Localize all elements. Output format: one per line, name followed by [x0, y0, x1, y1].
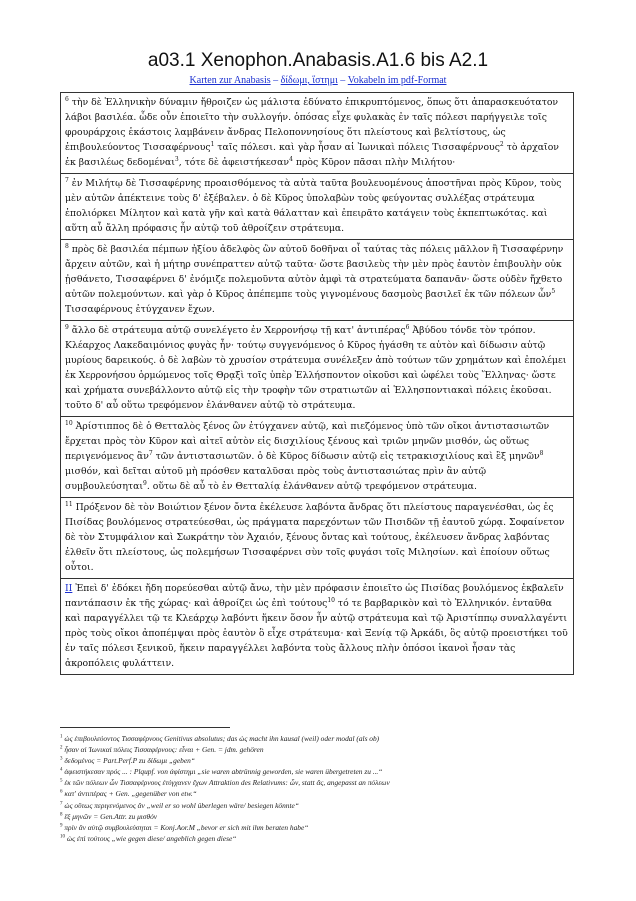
- section-8: [61, 240, 573, 321]
- footnote-ref[interactable]: 6: [405, 323, 410, 331]
- footnote-text: κατ' ἀντιπέρας + Gen. „gegenüber von etw.“: [64, 789, 197, 799]
- section-number: 7: [65, 176, 69, 184]
- footnote-text: ἓξ μηνῶν = Gen.Attr. zu μισθόν: [64, 811, 158, 821]
- footnote-ref[interactable]: 4: [289, 155, 293, 163]
- footnote: [60, 755, 580, 766]
- footnote-ref[interactable]: 1: [210, 140, 215, 148]
- greek-text: τὴν δὲ Ἑλληνικὴν δύναμιν ἤθροιζεν ὡς μάλιστα ἐδύνατο ἐπικρυπτόμενος, ὅπως ὅτι ἀπαρασκευότατον λάβοι βασιλέα. ὧδε οὖν ἐποιεῖτο τὴν συλλογήν. ὁπόσας εἶχε φυλακὰς ἐν ταῖς πόλεσι παρήγγειλε τοῖς φρουράρχοις ἑκάστοις λαμβάνειν ἄνδρας Πελοποννησίους ὅτι πλείστους καὶ βελτίστους, ὡς ἐπιβουλεύοντος Τισσαφέρνους: [65, 97, 559, 153]
- footnote-ref[interactable]: 7: [148, 449, 153, 457]
- footnote: [60, 822, 580, 833]
- footnote-ref[interactable]: 9: [143, 479, 147, 487]
- footnote-ref[interactable]: 10: [327, 596, 335, 604]
- greek-text: Πρόξενον δὲ τὸν Βοιώτιον ξένον ὄντα ἐκέλευσε λαβόντα ἄνδρας ὅτι πλείστους παραγενέσθαι, ὡς ἐς Πισίδας βουλόμενος στρατεύεσθαι, ὡς πράγματα παρεχόντων τῶν Πισιδῶν τῇ ἑαυτοῦ χώρᾳ. Σοφαίνετον δὲ τὸν Στυμφάλιον καὶ Σωκράτην τὸν Ἀχαιόν, ξένους ὄντας καὶ τούτους, ἐκέλευσεν ἄνδρας λαβόντας ἐλθεῖν ὅτι πλείστους, ὡς πολεμήσων Τισσαφέρνει σὺν τοῖς φυγάσι τοῖς Μιλησίων. καὶ ἐποίουν οὕτως οὗτοι.: [65, 502, 565, 573]
- footnote-ref[interactable]: 8: [539, 449, 544, 457]
- footnote-text: ὡς ἐπιβουλεύοντος Τισσαφέρνους Genitivus absolutus; das ὡς macht ihn kausal (weil) oder modal (als ob): [64, 734, 380, 743]
- greek-text: Τισσαφέρνους ἐτύγχανεν ἔχων.: [65, 304, 215, 315]
- footnote: [60, 800, 580, 811]
- section-7: [61, 174, 573, 240]
- footnote-number: 7: [60, 801, 63, 807]
- link-bar: [0, 75, 636, 86]
- section-2-1: [61, 579, 573, 674]
- greek-text: πρὸς δὲ βασιλέα πέμπων ἠξίου ἀδελφὸς ὢν αὐτοῦ δοθῆναι οἷ ταύτας τὰς πόλεις μᾶλλον ἢ Τισσαφέρνην ἄρχειν αὐτῶν, καὶ ἡ μήτηρ συνέπραττεν αὐτῷ ταῦτα· ὥστε βασιλεὺς τὴν μὲν πρὸς ἑαυτὸν ἐπιβουλὴν οὐκ ᾐσθάνετο, Τισσαφέρνει δ' ἐνόμιζε πολεμοῦντα αὐτὸν ἀμφὶ τὰ στρατεύματα δαπανᾶν· ὥστε οὐδὲν ἤχθετο αὐτῶν πολεμούντων. καὶ γὰρ ὁ Κῦρος ἀπέπεμπε τοὺς γιγνομένους δασμοὺς βασιλεῖ ἐκ τῶν πόλεων ὧν: [65, 244, 564, 300]
- footnote-number: 3: [60, 756, 63, 762]
- greek-text: . οὕτω δὲ αὖ τὸ ἐν Θετταλίᾳ ἐλάνθανεν αὐτῷ τρεφόμενον στράτευμα.: [146, 481, 477, 492]
- footnote-number: 1: [60, 734, 63, 740]
- footnote: [60, 788, 580, 799]
- section-number: 10: [65, 419, 73, 427]
- footnotes: [60, 733, 580, 844]
- footnote: [60, 811, 580, 822]
- greek-text: , τότε δὲ ἀφειστήκεσαν: [178, 157, 290, 168]
- greek-text: Ἀρίστιππος δὲ ὁ Θετταλὸς ξένος ὢν ἐτύγχανεν αὐτῷ, καὶ πιεζόμενος ὑπὸ τῶν οἴκοι ἀντιστασιωτῶν ἔρχεται πρὸς τὸν Κῦρον καὶ αἰτεῖ αὐτὸν εἰς δισχιλίους ξένους καὶ τριῶν μηνῶν μισθόν, ὡς οὕτως περιγενόμενος ἂν: [65, 421, 550, 462]
- section-number: 11: [65, 500, 73, 508]
- greek-text: Ἀβύδου τόνδε τὸν τρόπον. Κλέαρχος Λακεδαιμόνιος φυγὰς ἦν· τούτῳ συγγενόμενος ὁ Κῦρος ἠγάσθη τε αὐτὸν καὶ δίδωσιν αὐτῷ μυρίους δαρεικούς. ὁ δὲ λαβὼν τὸ χρυσίον στράτευμα συνέλεξεν ἀπὸ τούτων τῶν χρημάτων καὶ ἐπολέμει ἐκ Χερρονήσου ὁρμώμενος τοῖς Θρᾳξὶ τοῖς ὑπὲρ Ἑλλήσποντον οἰκοῦσι καὶ ὠφέλει τοὺς Ἕλληνας· ὥστε καὶ χρήματα συνεβάλλοντο αὐτῷ εἰς τὴν τροφὴν τῶν στρατιωτῶν αἱ Ἑλλησποντιακαὶ πόλεις ἑκοῦσαι. τοῦτο δ' αὖ οὕτω τρεφόμενον ἐλάνθανεν αὐτῷ τὸ στράτευμα.: [65, 325, 567, 411]
- page-title: a03.1 Xenophon.Anabasis.A1.6 bis A2.1: [147, 50, 489, 71]
- section-number: 8: [65, 242, 69, 250]
- greek-text: τό τε βαρβαρικὸν καὶ τὸ Ἑλληνικόν. ἐνταῦθα καὶ παραγγέλλει τῷ τε Κλεάρχῳ λαβόντι ἥκειν ὅσον ἦν αὐτῷ στράτευμα καὶ τῷ Ἀριστίππῳ συναλλαγέντι πρὸς τοὺς οἴκοι ἀποπέμψαι πρὸς ἑαυτὸν ὃ εἶχε στράτευμα· καὶ Ξενίᾳ τῷ Ἀρκάδι, ὃς αὐτῷ προειστήκει τοῦ ἐν ταῖς πόλεσι ξενικοῦ, ἥκειν παραγγέλλει λαβόντα τοὺς ἄλλους πλὴν ὁπόσοι ἱκανοὶ ἦσαν τὰς ἀκροπόλεις φυλάττειν.: [65, 598, 568, 669]
- separator: –: [273, 75, 279, 86]
- greek-text: μισθόν, καὶ δεῖται αὐτοῦ μὴ πρόσθεν καταλῦσαι πρὸς τοὺς ἀντιστασιώτας πρὶν ἂν αὐτῷ συμβουλεύσηται: [65, 466, 487, 492]
- footnote-text: ὡς ἐπὶ τούτους „wie gegen diese/ angeblich gegen diese“: [66, 833, 237, 843]
- verbs-link[interactable]: δίδωμι, ἵστημι: [280, 75, 338, 86]
- greek-text: ταῖς πόλεσι. καὶ γὰρ ἦσαν αἱ Ἰωνικαὶ πόλεις Τισσαφέρνους: [214, 142, 500, 153]
- footnote-text: ἐκ τῶν πόλεων ὧν Τισσαφέρνους ἐτύγχανεν ἔχων Attraktion des Relativums: ὧν, statt ἅς, angepasst an πόλεων: [64, 778, 390, 788]
- section-number: 9: [65, 323, 69, 331]
- vocab-pdf-link[interactable]: Vokabeln im pdf-Format: [347, 75, 447, 86]
- footnote-divider: [60, 727, 230, 728]
- footnote: [60, 766, 580, 777]
- footnote-text: ἀφειστήκεσαν πρός ... : Plqupf. von ἀφίστημι „sie waren abtrünnig geworden, sie waren übergetreten zu ...“: [64, 767, 383, 777]
- footnote-number: 9: [60, 823, 63, 829]
- footnote: [60, 833, 580, 844]
- greek-text: τῶν ἀντιστασιωτῶν. ὁ δὲ Κῦρος δίδωσιν αὐτῷ εἰς τετρακισχιλίους καὶ ἓξ μηνῶν: [152, 451, 540, 462]
- footnote-text: ἦσαν αἱ Ἰωνικαὶ πόλεις Τισσαφέρνους: εἶναι + Gen. = jdm. gehören: [64, 745, 264, 755]
- greek-text: ἐν Μιλήτῳ δὲ Τισσαφέρνης προαισθόμενος τὰ αὐτὰ ταῦτα βουλευομένους ἀποστῆναι πρὸς Κῦρον, τοὺς μὲν αὐτῶν ἀπέκτεινε τοὺς δ' ἐξέβαλεν. ὁ δὲ Κῦρος ὑπολαβὼν τοὺς φεύγοντας συλλέξας στράτευμα ἐπολιόρκει Μίλητον καὶ κατὰ γῆν καὶ κατὰ θάλατταν καὶ ἐπειρᾶτο κατάγειν τοὺς ἐκπεπτωκότας. καὶ αὕτη αὖ ἄλλη πρόφασις ἦν αὐτῷ τοῦ ἀθροίζειν στράτευμα.: [65, 178, 562, 234]
- greek-text: πρὸς Κῦρον πᾶσαι πλὴν Μιλήτου·: [292, 157, 456, 168]
- footnote: [60, 733, 580, 744]
- book-2-link[interactable]: II: [65, 583, 73, 594]
- greek-text: ἄλλο δὲ στράτευμα αὐτῷ συνελέγετο ἐν Χερρονήσῳ τῇ κατ' ἀντιπέρας: [68, 325, 406, 336]
- footnote-number: 2: [60, 745, 63, 751]
- separator: –: [340, 75, 346, 86]
- footnote-text: ὡς οὕτως περιγενόμενος ἂν „weil er so wohl überlegen wäre/ besiegen könnte“: [64, 800, 299, 810]
- greek-text: τὸ ἀρχαῖον ἐκ βασιλέως δεδομέναι: [65, 142, 559, 168]
- footnote-number: 8: [60, 812, 63, 818]
- footnote: [60, 744, 580, 755]
- text-table: [60, 92, 574, 675]
- section-11: [61, 498, 573, 579]
- footnote-ref[interactable]: 2: [499, 140, 504, 148]
- footnote-text: πρὶν ἂν αὐτῷ συμβουλεύσηται = Konj.Aor.M „bevor er sich mit ihm beraten habe“: [64, 822, 309, 832]
- maps-link[interactable]: Karten zur Anabasis: [189, 75, 271, 86]
- footnote: [60, 777, 580, 788]
- footnote-text: δεδομένος = Part.Perf.P zu δίδωμι „geben“: [64, 756, 195, 766]
- footnote-number: 5: [60, 778, 63, 784]
- greek-text: Ἐπεὶ δ' ἐδόκει ἤδη πορεύεσθαι αὐτῷ ἄνω, τὴν μὲν πρόφασιν ἐποιεῖτο ὡς Πισίδας βουλόμενος ἐκβαλεῖν παντάπασιν ἐκ τῆς χώρας· καὶ ἀθροίζει ὡς ἐπὶ τούτους: [65, 583, 564, 609]
- section-6: [61, 93, 573, 174]
- footnote-number: 6: [60, 790, 63, 795]
- section-9: [61, 321, 573, 417]
- footnote-number: 10: [60, 834, 65, 840]
- footnote-number: 4: [60, 767, 63, 773]
- section-number: 6: [65, 95, 69, 103]
- footnote-ref[interactable]: 3: [174, 155, 179, 163]
- section-10: [61, 417, 573, 498]
- footnote-ref[interactable]: 5: [551, 287, 556, 295]
